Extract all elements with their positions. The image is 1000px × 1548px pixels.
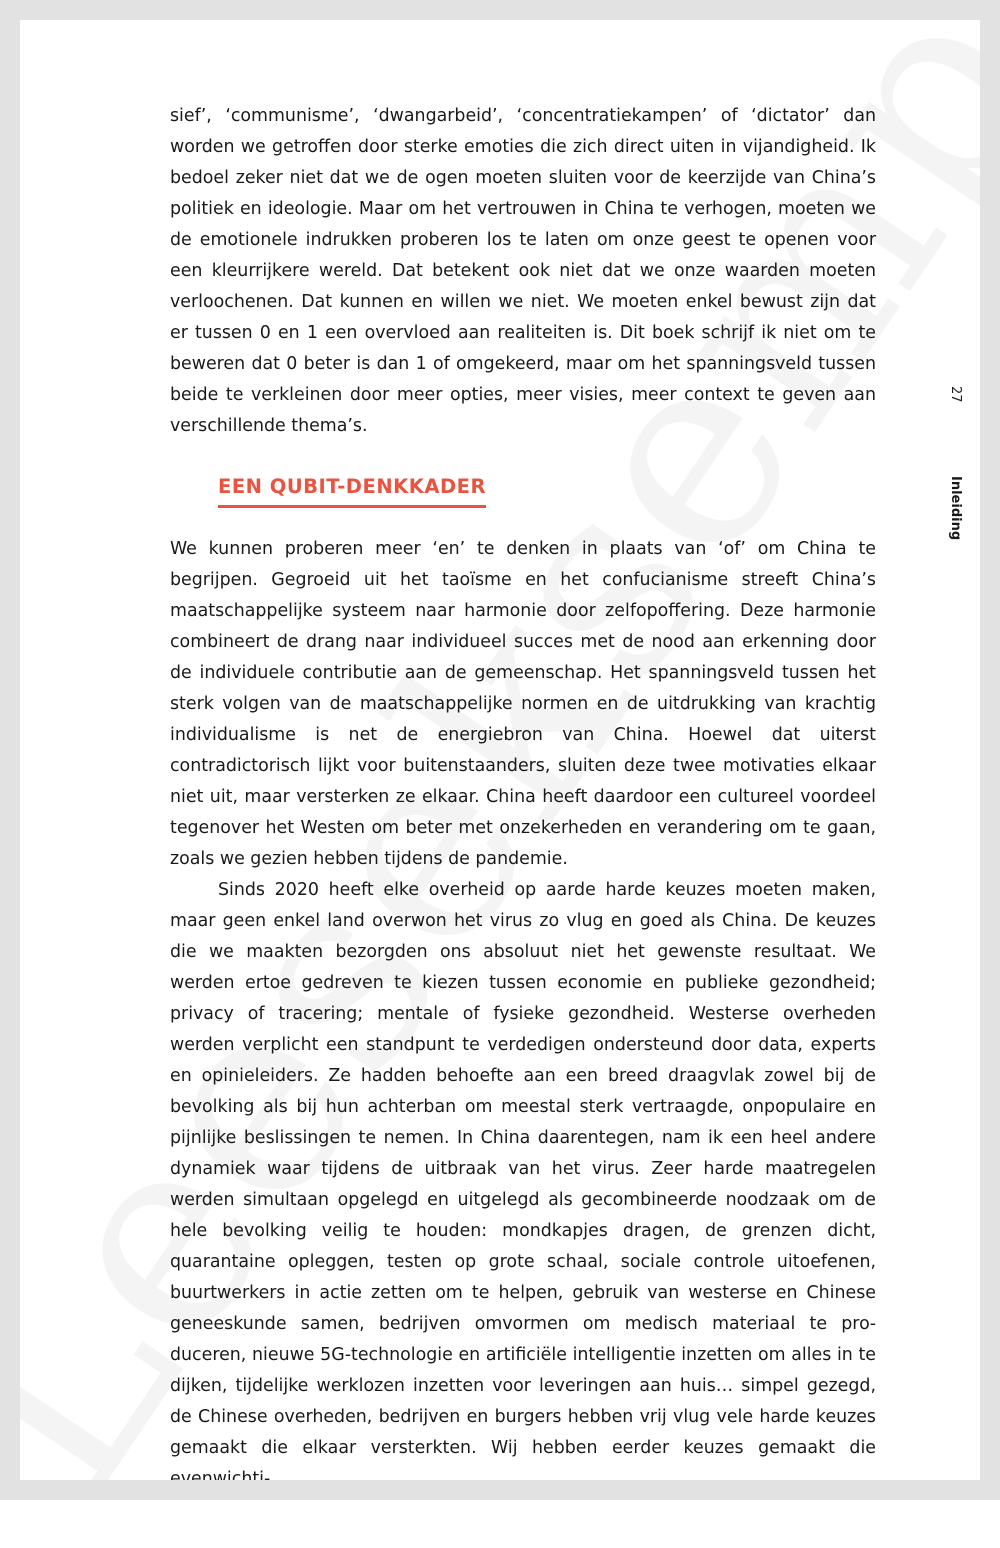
section-body — [170, 534, 876, 1495]
running-head: Inleiding — [948, 476, 963, 541]
section-heading: EEN QUBIT-DENKKADER — [218, 473, 486, 508]
section-paragraph-1: We kunnen proberen meer ‘en’ te denken in plaats van ‘of’ om China te begrijpen. Gegroeid uit het taoïsme en het confucianisme streeft China’s maatschappelijke systeem naar harmonie door zelfopoffering. Deze harmonie combineert de drang naar individueel succes met de nood aan erkenning door de individuele contributie aan de gemeenschap. Het spanningsveld tussen het sterk volgen van de maatschappelijke normen en de uitdrukking van krachtig individualisme is net de energiebron van China. Hoewel dat uiterst contradictorisch lijkt voor buitenstaanders, sluiten deze twee motivaties elkaar niet uit, maar versterken ze elkaar. China heeft daardoor een cultureel voordeel tegenover het Westen om beter met onzekerheden en verandering om te gaan, zoals we gezien hebben tijdens de pandemie. — [170, 539, 876, 869]
intro-paragraph-block — [170, 101, 876, 442]
intro-paragraph: sief’, ‘communisme’, ‘dwangarbeid’, ‘concentratiekampen’ of ‘dictator’ dan worden we getroffen door sterke emoties die zich direct uiten in vijandigheid. Ik bedoel zeker niet dat we de ogen moeten sluiten voor de keerzijde van China’s politiek en ideologie. Maar om het vertrouwen in China te verhogen, moeten we de emotionele indrukken proberen los te laten om onze geest te openen voor een kleurrijkere wereld. Dat betekent ook niet dat we onze waarden moeten verloochenen. Dat kunnen en willen we niet. We moeten enkel bewust zijn dat er tussen 0 en 1 een overvloed aan realiteiten is. Dit boek schrijf ik niet om te beweren dat 0 beter is dan 1 of omgekeerd, maar om het spanningsveld tussen beide te verkleinen door meer opties, meer visies, meer context te geven aan verschillende thema’s. — [170, 106, 876, 436]
section-paragraph-2: Sinds 2020 heeft elke overheid op aarde harde keuzes moeten maken, maar geen enkel land overwon het virus zo vlug en goed als China. De keuzes die we maakten bezorgden ons absoluut niet het gewenste resultaat. We werden ertoe gedreven te kiezen tussen economie en publieke gezondheid; privacy of tracering; mentale of fysieke gezondheid. Westerse overheden werden verplicht een standpunt te verdedigen ondersteund door data, experts en opinieleiders. Ze hadden behoefte aan een breed draagvlak zowel bij de bevolking als bij hun achterban om meestal sterk vertraagde, onpopulaire en pijnlijke beslissingen te nemen. In China daarentegen, nam ik een heel andere dynamiek waar tijdens de uitbraak van het virus. Zeer harde maatregelen werden simultaan opgelegd en uitgelegd als gecombineerde noodzaak om de hele bevolking veilig te houden: mondkapjes dragen, de grenzen dicht, quarantaine opleggen, testen op grote schaal, sociale controle uitoefenen, buurtwerkers in actie zetten om te helpen, gebruik van westerse en Chinese geneeskunde samen, bedrijven omvormen om medisch materiaal te produceren, nieuwe 5G-technologie en artificiële intelligentie inzetten om alles in te dijken, tijdelijke werklozen inzetten voor leveringen aan huis… simpel gezegd, de Chinese overheden, bedrijven en burgers hebben vrij vlug vele harde keuzes gemaakt die elkaar versterkten. Wij hebben eerder keuzes gemaakt die evenwichti- — [170, 880, 876, 1489]
page-number: 27 — [948, 386, 963, 403]
